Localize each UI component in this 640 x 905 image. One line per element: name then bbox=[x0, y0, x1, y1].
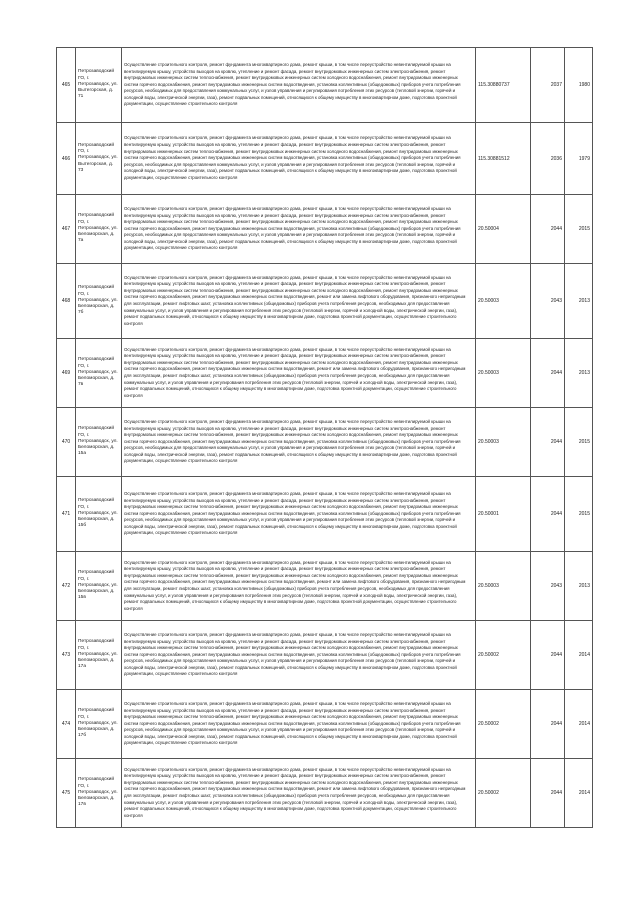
work-description-cell: Осуществление строительного контроля, ремонт фундамента многоквартирного дома, ремонт крыши, в том числе переустройство невентилируемой крыши на вентилируемую крышу, устройство выходов на кровлю, утепление и ремонт фасада, ремонт внутридомовых инженерных систем электроснабжения, ремонт внутридомовых инженерных систем теплоснабжения, ремонт внутридомовых инженерных систем холодного водоснабжения, ремонт внутридомовых инженерных систем горячего водоснабжения, ремонт внутридомовых инженерных систем водоотведения, установка коллективных (общедомовых) приборов учета потребления ресурсов, необходимых для предоставления коммунальных услуг, и узлов управления и регулирования потребления этих ресурсов (тепловой энергии, горячей и холодной воды, электрической энергии, газа), ремонт подвальных помещений, относящихся к общему имуществу в многоквартирном доме, подготовка проектной документации, осуществление строительного контроля bbox=[122, 690, 476, 759]
planned-year-cell: 2044 bbox=[531, 339, 565, 408]
planned-year-cell: 2044 bbox=[531, 759, 565, 828]
address-cell: Петрозаводский ГО, г. Петрозаводск, ул. Беломорская, д. 17б bbox=[76, 690, 122, 759]
work-description-cell: Осуществление строительного контроля, ремонт фундамента многоквартирного дома, ремонт крыши, в том числе переустройство невентилируемой крыши на вентилируемую крышу, устройство выходов на кровлю, утепление и ремонт фасада, ремонт внутридомовых инженерных систем электроснабжения, ремонт внутридомовых инженерных систем теплоснабжения, ремонт внутридомовых инженерных систем холодного водоснабжения, ремонт внутридомовых инженерных систем горячего водоснабжения, ремонт внутридомовых инженерных систем водоотведения, установка коллективных (общедомовых) приборов учета потребления ресурсов, необходимых для предоставления коммунальных услуг, и узлов управления и регулирования потребления этих ресурсов (тепловой энергии, горячей и холодной воды, электрической энергии, газа), ремонт подвальных помещений, относящихся к общему имуществу в многоквартирном доме, подготовка проектной документации, осуществление строительного контроля bbox=[122, 123, 476, 195]
table-row bbox=[57, 552, 593, 621]
address-cell: Петрозаводский ГО, г. Петрозаводск, ул. Вытегорская, д. 73 bbox=[76, 123, 122, 195]
row-number: 473 bbox=[57, 621, 76, 690]
code-cell: 20.50003 bbox=[476, 552, 531, 621]
table-row bbox=[57, 759, 593, 828]
build-year-cell: 2014 bbox=[565, 759, 593, 828]
address-cell: Петрозаводский ГО, г. Петрозаводск, ул. Беломорская, д. 7а bbox=[76, 195, 122, 264]
build-year-cell: 1979 bbox=[565, 123, 593, 195]
row-number: 466 bbox=[57, 123, 76, 195]
code-cell: 20.50002 bbox=[476, 621, 531, 690]
planned-year-cell: 2036 bbox=[531, 123, 565, 195]
build-year-cell: 2013 bbox=[565, 339, 593, 408]
work-description-cell: Осуществление строительного контроля, ремонт фундамента многоквартирного дома, ремонт крыши, в том числе переустройство невентилируемой крыши на вентилируемую крышу, устройство выходов на кровлю, утепление и ремонт фасада, ремонт внутридомовых инженерных систем электроснабжения, ремонт внутридомовых инженерных систем теплоснабжения, ремонт внутридомовых инженерных систем холодного водоснабжения, ремонт внутридомовых инженерных систем горячего водоснабжения, ремонт внутридомовых инженерных систем водоотведения, установка коллективных (общедомовых) приборов учета потребления ресурсов, необходимых для предоставления коммунальных услуг, и узлов управления и регулирования потребления этих ресурсов (тепловой энергии, горячей и холодной воды, электрической энергии, газа), ремонт подвальных помещений, относящихся к общему имуществу в многоквартирном доме, подготовка проектной документации, осуществление строительного контроля bbox=[122, 477, 476, 552]
table-row bbox=[57, 690, 593, 759]
work-description-cell: Осуществление строительного контроля, ремонт фундамента многоквартирного дома, ремонт крыши, в том числе переустройство невентилируемой крыши на вентилируемую крышу, устройство выходов на кровлю, утепление и ремонт фасада, ремонт внутридомовых инженерных систем электроснабжения, ремонт внутридомовых инженерных систем теплоснабжения, ремонт внутридомовых инженерных систем холодного водоснабжения, ремонт внутридомовых инженерных систем горячего водоснабжения, ремонт внутридомовых инженерных систем водоотведения, установка коллективных (общедомовых) приборов учета потребления ресурсов, необходимых для предоставления коммунальных услуг, и узлов управления и регулирования потребления этих ресурсов (тепловой энергии, горячей и холодной воды, электрической энергии, газа), ремонт подвальных помещений, относящихся к общему имуществу в многоквартирном доме, подготовка проектной документации, осуществление строительного контроля bbox=[122, 48, 476, 123]
table-row bbox=[57, 123, 593, 195]
work-description-cell: Осуществление строительного контроля, ремонт фундамента многоквартирного дома, ремонт крыши, в том числе переустройство невентилируемой крыши на вентилируемую крышу, устройство выходов на кровлю, утепление и ремонт фасада, ремонт внутридомовых инженерных систем электроснабжения, ремонт внутридомовых инженерных систем теплоснабжения, ремонт внутридомовых инженерных систем холодного водоснабжения, ремонт внутридомовых инженерных систем горячего водоснабжения, ремонт внутридомовых инженерных систем водоотведения, установка коллективных (общедомовых) приборов учета потребления ресурсов, необходимых для предоставления коммунальных услуг, и узлов управления и регулирования потребления этих ресурсов (тепловой энергии, горячей и холодной воды, электрической энергии, газа), ремонт подвальных помещений, относящихся к общему имуществу в многоквартирном доме, подготовка проектной документации, осуществление строительного контроля bbox=[122, 408, 476, 477]
table-row bbox=[57, 408, 593, 477]
table-body bbox=[57, 48, 593, 828]
address-cell: Петрозаводский ГО, г. Петрозаводск, ул. Беломорская, д. 15б bbox=[76, 477, 122, 552]
build-year-cell: 1980 bbox=[565, 48, 593, 123]
code-cell: 20.50002 bbox=[476, 759, 531, 828]
work-description-cell: Осуществление строительного контроля, ремонт фундамента многоквартирного дома, ремонт крыши, в том числе переустройство невентилируемой крыши на вентилируемую крышу, устройство выходов на кровлю, утепление и ремонт фасада, ремонт внутридомовых инженерных систем электроснабжения, ремонт внутридомовых инженерных систем теплоснабжения, ремонт внутридомовых инженерных систем холодного водоснабжения, ремонт внутридомовых инженерных систем горячего водоснабжения, ремонт внутридомовых инженерных систем водоотведения, ремонт или замена лифтового оборудования, признанного непригодным для эксплуатации, ремонт лифтовых шахт, установка коллективных (общедомовых) приборов учета потребления ресурсов, необходимых для предоставления коммунальных услуг, и узлов управления и регулирования потребления этих ресурсов (тепловой энергии, горячей и холодной воды, электрической энергии, газа), ремонт подвальных помещений, относящихся к общему имуществу в многоквартирном доме, подготовка проектной документации, осуществление строительного контроля bbox=[122, 339, 476, 408]
work-description-cell: Осуществление строительного контроля, ремонт фундамента многоквартирного дома, ремонт крыши, в том числе переустройство невентилируемой крыши на вентилируемую крышу, устройство выходов на кровлю, утепление и ремонт фасада, ремонт внутридомовых инженерных систем электроснабжения, ремонт внутридомовых инженерных систем теплоснабжения, ремонт внутридомовых инженерных систем холодного водоснабжения, ремонт внутридомовых инженерных систем горячего водоснабжения, ремонт внутридомовых инженерных систем водоотведения, установка коллективных (общедомовых) приборов учета потребления ресурсов, необходимых для предоставления коммунальных услуг, и узлов управления и регулирования потребления этих ресурсов (тепловой энергии, горячей и холодной воды, электрической энергии, газа), ремонт подвальных помещений, относящихся к общему имуществу в многоквартирном доме, подготовка проектной документации, осуществление строительного контроля bbox=[122, 621, 476, 690]
planned-year-cell: 2044 bbox=[531, 621, 565, 690]
table-row bbox=[57, 48, 593, 123]
code-cell: 20.50002 bbox=[476, 690, 531, 759]
planned-year-cell: 2044 bbox=[531, 408, 565, 477]
row-number: 465 bbox=[57, 48, 76, 123]
work-description-cell: Осуществление строительного контроля, ремонт фундамента многоквартирного дома, ремонт крыши, в том числе переустройство невентилируемой крыши на вентилируемую крышу, устройство выходов на кровлю, утепление и ремонт фасада, ремонт внутридомовых инженерных систем электроснабжения, ремонт внутридомовых инженерных систем теплоснабжения, ремонт внутридомовых инженерных систем холодного водоснабжения, ремонт внутридомовых инженерных систем горячего водоснабжения, ремонт внутридомовых инженерных систем водоотведения, ремонт или замена лифтового оборудования, признанного непригодным для эксплуатации, ремонт лифтовых шахт, установка коллективных (общедомовых) приборов учета потребления ресурсов, необходимых для предоставления коммунальных услуг, и узлов управления и регулирования потребления этих ресурсов (тепловой энергии, горячей и холодной воды, электрической энергии, газа), ремонт подвальных помещений, относящихся к общему имуществу в многоквартирном доме, подготовка проектной документации, осуществление строительного контроля bbox=[122, 552, 476, 621]
build-year-cell: 2013 bbox=[565, 552, 593, 621]
work-description-cell: Осуществление строительного контроля, ремонт фундамента многоквартирного дома, ремонт крыши, в том числе переустройство невентилируемой крыши на вентилируемую крышу, устройство выходов на кровлю, утепление и ремонт фасада, ремонт внутридомовых инженерных систем электроснабжения, ремонт внутридомовых инженерных систем теплоснабжения, ремонт внутридомовых инженерных систем холодного водоснабжения, ремонт внутридомовых инженерных систем горячего водоснабжения, ремонт внутридомовых инженерных систем водоотведения, установка коллективных (общедомовых) приборов учета потребления ресурсов, необходимых для предоставления коммунальных услуг, и узлов управления и регулирования потребления этих ресурсов (тепловой энергии, горячей и холодной воды, электрической энергии, газа), ремонт подвальных помещений, относящихся к общему имуществу в многоквартирном доме, подготовка проектной документации, осуществление строительного контроля bbox=[122, 195, 476, 264]
build-year-cell: 2015 bbox=[565, 195, 593, 264]
row-number: 469 bbox=[57, 339, 76, 408]
code-cell: 115.30881512 bbox=[476, 123, 531, 195]
planned-year-cell: 2044 bbox=[531, 195, 565, 264]
address-cell: Петрозаводский ГО, г. Петрозаводск, ул. Вытегорская, д. 71 bbox=[76, 48, 122, 123]
row-number: 467 bbox=[57, 195, 76, 264]
code-cell: 20.50004 bbox=[476, 195, 531, 264]
planned-year-cell: 2043 bbox=[531, 264, 565, 339]
code-cell: 115.30880737 bbox=[476, 48, 531, 123]
table-row bbox=[57, 477, 593, 552]
code-cell: 20.50003 bbox=[476, 339, 531, 408]
table-row bbox=[57, 264, 593, 339]
work-description-cell: Осуществление строительного контроля, ремонт фундамента многоквартирного дома, ремонт крыши, в том числе переустройство невентилируемой крыши на вентилируемую крышу, устройство выходов на кровлю, утепление и ремонт фасада, ремонт внутридомовых инженерных систем электроснабжения, ремонт внутридомовых инженерных систем теплоснабжения, ремонт внутридомовых инженерных систем холодного водоснабжения, ремонт внутридомовых инженерных систем горячего водоснабжения, ремонт внутридомовых инженерных систем водоотведения, ремонт или замена лифтового оборудования, признанного непригодным для эксплуатации, ремонт лифтовых шахт, установка коллективных (общедомовых) приборов учета потребления ресурсов, необходимых для предоставления коммунальных услуг, и узлов управления и регулирования потребления этих ресурсов (тепловой энергии, горячей и холодной воды, электрической энергии, газа), ремонт подвальных помещений, относящихся к общему имуществу в многоквартирном доме, подготовка проектной документации, осуществление строительного контроля bbox=[122, 264, 476, 339]
build-year-cell: 2015 bbox=[565, 408, 593, 477]
address-cell: Петрозаводский ГО, г. Петрозаводск, ул. Беломорская, д. 7б bbox=[76, 264, 122, 339]
build-year-cell: 2015 bbox=[565, 477, 593, 552]
address-cell: Петрозаводский ГО, г. Петрозаводск, ул. Беломорская, д. 17а bbox=[76, 621, 122, 690]
build-year-cell: 2014 bbox=[565, 690, 593, 759]
table-row bbox=[57, 621, 593, 690]
address-cell: Петрозаводский ГО, г. Петрозаводск, ул. Беломорская, д. 15а bbox=[76, 408, 122, 477]
row-number: 472 bbox=[57, 552, 76, 621]
row-number: 470 bbox=[57, 408, 76, 477]
row-number: 475 bbox=[57, 759, 76, 828]
address-cell: Петрозаводский ГО, г. Петрозаводск, ул. Беломорская, д. 17в bbox=[76, 759, 122, 828]
planned-year-cell: 2044 bbox=[531, 477, 565, 552]
row-number: 471 bbox=[57, 477, 76, 552]
address-cell: Петрозаводский ГО, г. Петрозаводск, ул. Беломорская, д. 7в bbox=[76, 339, 122, 408]
code-cell: 20.50001 bbox=[476, 477, 531, 552]
table-row bbox=[57, 195, 593, 264]
address-cell: Петрозаводский ГО, г. Петрозаводск, ул. Беломорская, д. 15в bbox=[76, 552, 122, 621]
row-number: 468 bbox=[57, 264, 76, 339]
build-year-cell: 2014 bbox=[565, 621, 593, 690]
code-cell: 20.50003 bbox=[476, 264, 531, 339]
planned-year-cell: 2044 bbox=[531, 690, 565, 759]
planned-year-cell: 2037 bbox=[531, 48, 565, 123]
code-cell: 20.50003 bbox=[476, 408, 531, 477]
build-year-cell: 2013 bbox=[565, 264, 593, 339]
table-row bbox=[57, 339, 593, 408]
work-description-cell: Осуществление строительного контроля, ремонт фундамента многоквартирного дома, ремонт крыши, в том числе переустройство невентилируемой крыши на вентилируемую крышу, устройство выходов на кровлю, утепление и ремонт фасада, ремонт внутридомовых инженерных систем электроснабжения, ремонт внутридомовых инженерных систем теплоснабжения, ремонт внутридомовых инженерных систем холодного водоснабжения, ремонт внутридомовых инженерных систем горячего водоснабжения, ремонт внутридомовых инженерных систем водоотведения, ремонт или замена лифтового оборудования, признанного непригодным для эксплуатации, ремонт лифтовых шахт, установка коллективных (общедомовых) приборов учета потребления ресурсов, необходимых для предоставления коммунальных услуг, и узлов управления и регулирования потребления этих ресурсов (тепловой энергии, горячей и холодной воды, электрической энергии, газа), ремонт подвальных помещений, относящихся к общему имуществу в многоквартирном доме, подготовка проектной документации, осуществление строительного контроля bbox=[122, 759, 476, 828]
planned-year-cell: 2043 bbox=[531, 552, 565, 621]
row-number: 474 bbox=[57, 690, 76, 759]
capital-repair-table bbox=[56, 47, 593, 828]
